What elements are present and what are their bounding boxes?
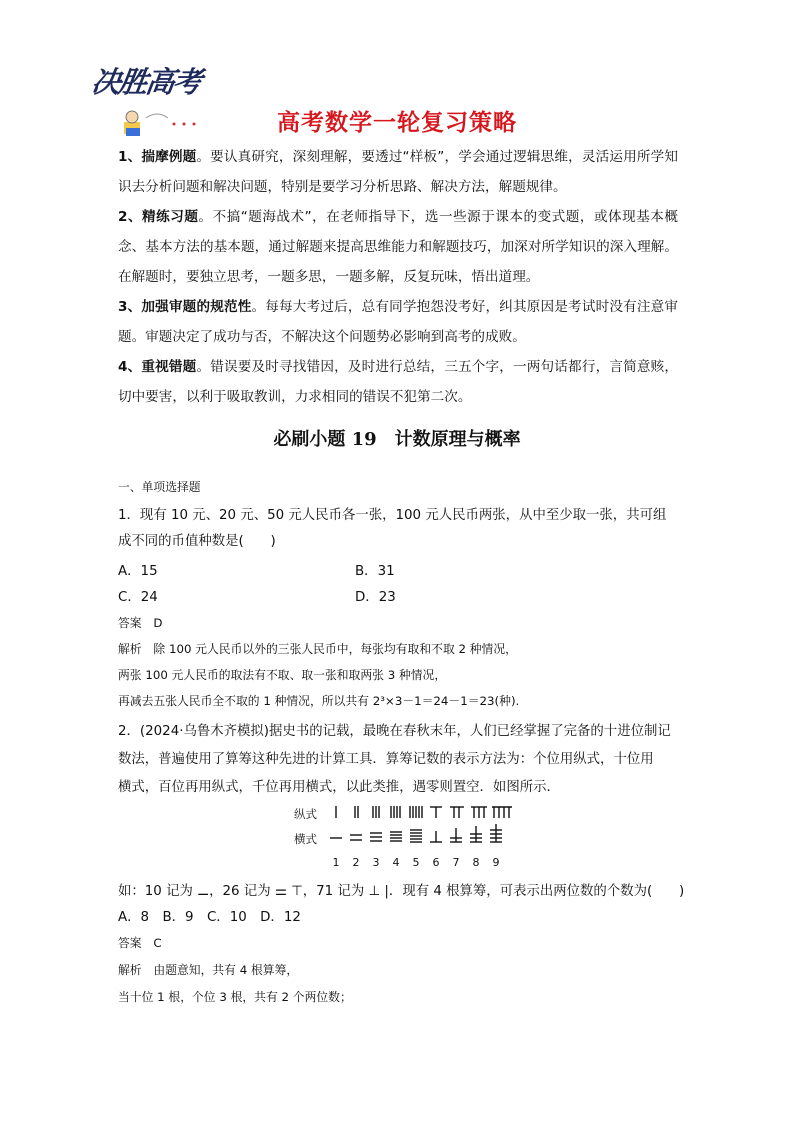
strategy-head: 2、精练习题 — [118, 209, 199, 225]
rod-number: 7 — [452, 856, 460, 869]
q1-analysis-line: 再减去五张人民币全不取的 1 种情况，所以共有 2³×3－1＝24－1＝23(种). — [118, 694, 520, 708]
q1-stem-line: 成不同的币值种数是( ) — [118, 534, 276, 549]
strategy-head: 3、加强审题的规范性 — [118, 299, 252, 315]
q1-option-d: D．23 — [355, 590, 396, 605]
q2-answer: 答案 C — [118, 936, 162, 950]
rod-number: 6 — [432, 856, 440, 869]
strategy-list — [118, 142, 678, 412]
rod-number: 8 — [472, 856, 480, 869]
vertical-form-label: 纵式 — [294, 807, 317, 821]
logo-text: 决胜高考 — [89, 65, 203, 99]
strategy-item — [118, 202, 678, 292]
q2-analysis-line: 解析 由题意知，共有 4 根算筹， — [118, 963, 299, 977]
section-heading: 一、单项选择题 — [118, 480, 201, 494]
strategy-item — [118, 142, 678, 202]
q2-stem-line: 2．(2024·乌鲁木齐模拟)据史书的记载，最晚在春秋末年，人们已经掌握了完备的十进位制记 — [118, 724, 671, 739]
page-title: 高考数学一轮复习策略 — [277, 110, 517, 136]
strategy-head: 1、揣摩例题 — [118, 149, 197, 165]
strategy-item — [118, 352, 678, 412]
q1-analysis-line: 两张 100 元人民币的取法有不取、取一张和取两张 3 种情况， — [118, 668, 447, 682]
strategy-head: 4、重视错题 — [118, 359, 197, 375]
counting-rods-icon — [328, 804, 528, 856]
q2-stem-after: 如：10 记为 ⚊，26 记为 ⚌ ⊤，71 记为 ⊥ |．现有 4 根算筹，可表示出两位数的个数为( ) — [118, 884, 685, 899]
strategy-text: 。不搞“题海战术”，在老师指导下，选一些源于课本的变式题，或体现基本概念、基本方法的基本题，通过解题来提高思维能力和解题技巧，加深对所学知识的深入理解。在解题时，要独立思考，一题多思，一题多解，反复玩味，悟出道理。 — [118, 209, 678, 285]
strategy-text: 。错误要及时寻找错因，及时进行总结，三五个字，一两句话都行，言简意赅，切中要害，以利于吸取教训，力求相同的错误不犯第二次。 — [118, 359, 678, 405]
horizontal-form-label: 横式 — [294, 832, 317, 846]
strategy-item — [118, 292, 678, 352]
q1-stem-line: 1．现有 10 元、20 元、50 元人民币各一张，100 元人民币两张，从中至少取一张，共可组 — [118, 508, 667, 523]
rod-number: 2 — [352, 856, 360, 869]
counting-rods-figure — [294, 804, 534, 868]
q2-stem-line: 数法，普遍使用了算筹这种先进的计算工具．算筹记数的表示方法为：个位用纵式，十位用 — [118, 752, 654, 767]
rod-number: 9 — [492, 856, 500, 869]
strategy-text: 。每每大考过后，总有同学抱怨没考好，纠其原因是考试时没有注意审题。审题决定了成功与否，不解决这个问题势必影响到高考的成败。 — [118, 299, 678, 345]
q2-options: A．8 B．9 C．10 D．12 — [118, 910, 301, 925]
section-title: 必刷小题 19 计数原理与概率 — [273, 429, 521, 450]
rod-number: 1 — [332, 856, 340, 869]
q2-stem-line: 横式，百位再用纵式，千位再用横式，以此类推，遇零则置空．如图所示． — [118, 780, 560, 795]
q1-option-b: B．31 — [355, 564, 395, 579]
rod-number: 4 — [392, 856, 400, 869]
q1-option-a: A．15 — [118, 564, 158, 579]
q2-analysis-line: 当十位 1 根，个位 3 根，共有 2 个两位数； — [118, 990, 352, 1004]
q1-analysis-line: 解析 除 100 元人民币以外的三张人民币中，每张均有取和不取 2 种情况， — [118, 642, 517, 656]
q1-option-c: C．24 — [118, 590, 158, 605]
q1-answer: 答案 D — [118, 616, 163, 630]
rod-number: 5 — [412, 856, 420, 869]
rod-number: 3 — [372, 856, 380, 869]
strategy-text: 。要认真研究，深刻理解，要透过“样板”，学会通过逻辑思维，灵活运用所学知识去分析问题和解决问题，特别是要学习分析思路、解决方法，解题规律。 — [118, 149, 678, 195]
